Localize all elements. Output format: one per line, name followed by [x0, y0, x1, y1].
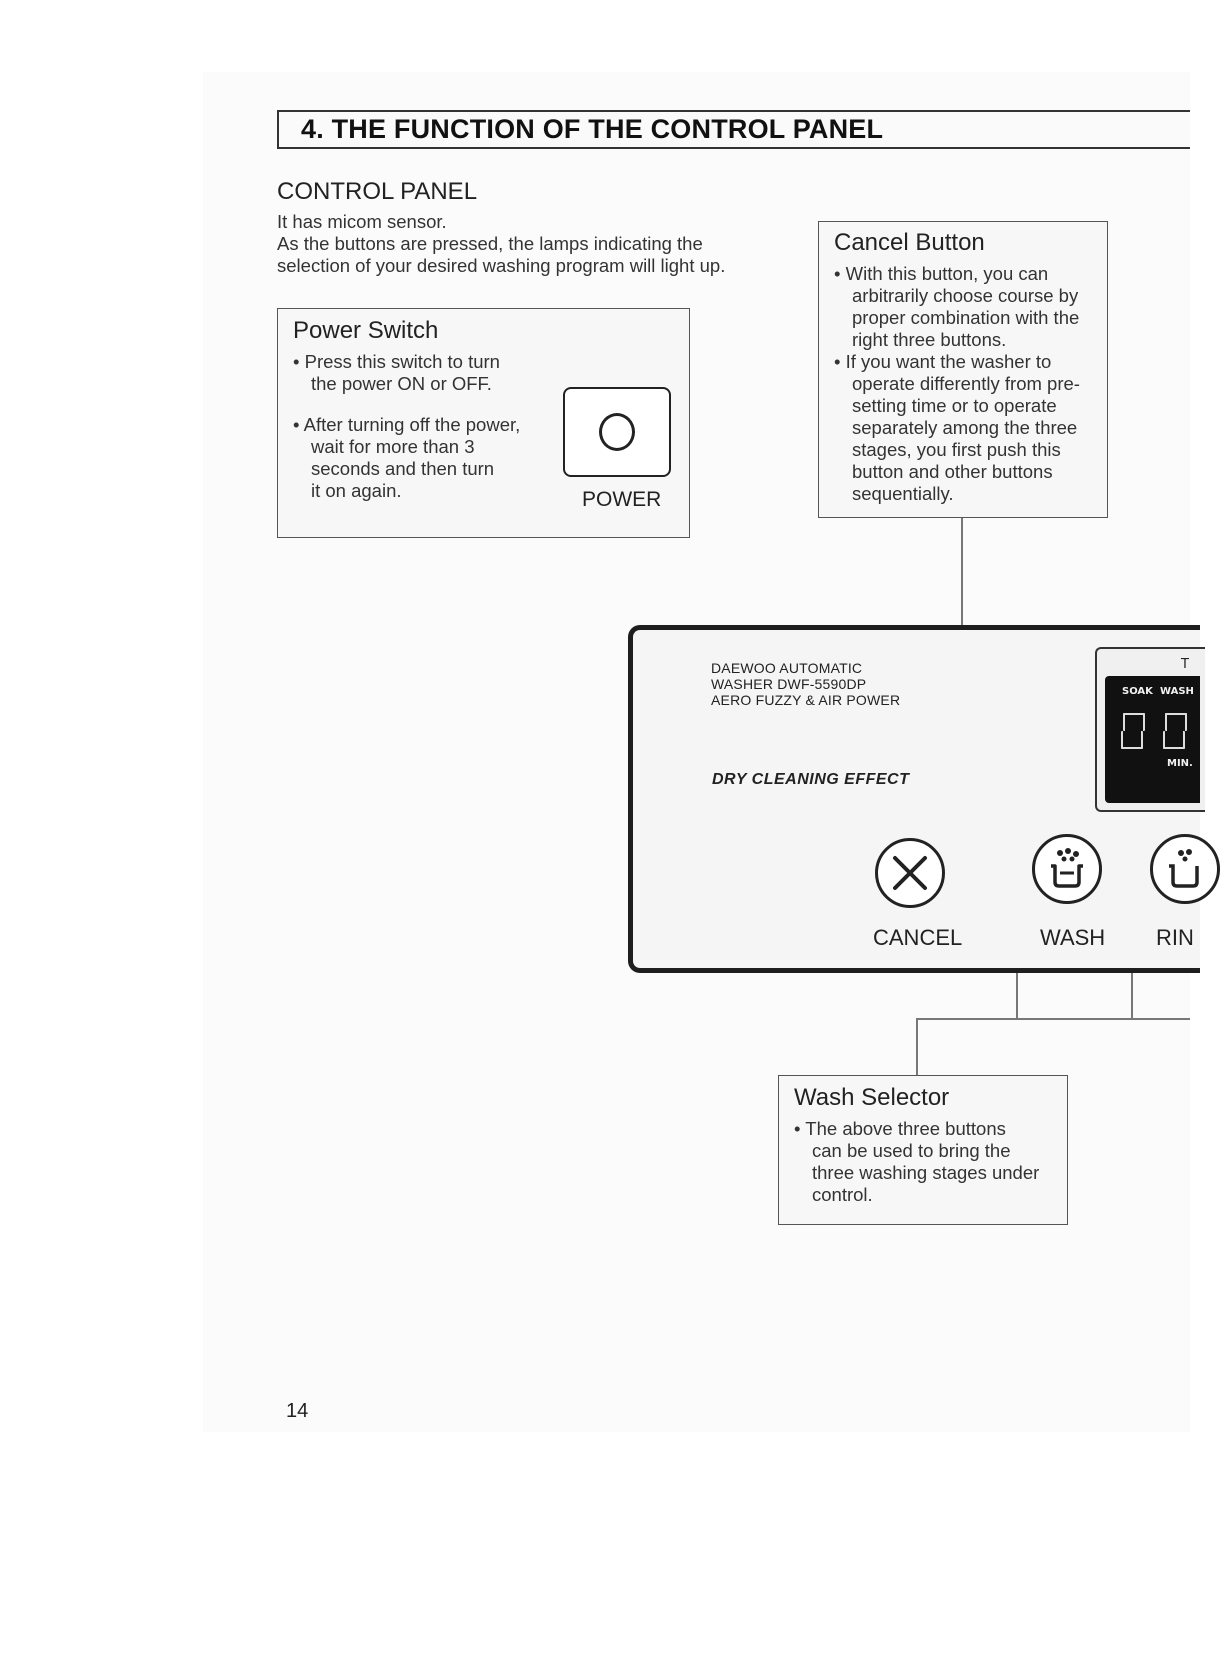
- x-circle-icon: [878, 841, 942, 905]
- power-bullet-1-line-2: the power ON or OFF.: [311, 373, 492, 394]
- power-button[interactable]: [563, 387, 671, 477]
- display-label-wash: WASH: [1160, 686, 1194, 697]
- intro-line-3: selection of your desired washing program will light up.: [277, 255, 726, 276]
- cancel-button[interactable]: [875, 838, 945, 908]
- selector-connector-drop: [916, 1018, 918, 1075]
- cancel-bullet-2-line-2: operate differently from pre-: [852, 373, 1080, 394]
- wash-button[interactable]: [1032, 834, 1102, 904]
- rinse-button[interactable]: [1150, 834, 1220, 904]
- cancel-bullet-2-line-6: button and other buttons: [852, 461, 1053, 482]
- brand-line-3: AERO FUZZY & AIR POWER: [711, 692, 901, 708]
- cancel-bullet-2-line-5: stages, you first push this: [852, 439, 1061, 460]
- cancel-button-label: CANCEL: [873, 925, 963, 950]
- power-bullet-2-line-2: wait for more than 3: [311, 436, 475, 457]
- dry-cleaning-slogan: DRY CLEANING EFFECT: [712, 771, 910, 788]
- wash-selector-title: Wash Selector: [794, 1084, 950, 1111]
- cancel-bullet-1-line-3: proper combination with the: [852, 307, 1080, 328]
- cancel-bullet-2-line-1: • If you want the washer to: [834, 351, 1052, 372]
- bullet-dot-icon: •: [834, 263, 846, 284]
- cancel-bullet-2-line-3: setting time or to operate: [852, 395, 1057, 416]
- display-top-letter: T: [1181, 657, 1189, 672]
- time-display: [1105, 676, 1200, 803]
- display-unit: MIN.: [1167, 758, 1193, 769]
- selector-bullet-line-1: • The above three buttons: [794, 1118, 1006, 1139]
- brand-line-2: WASHER DWF-5590DP: [711, 676, 867, 692]
- rinse-icon: [1153, 837, 1217, 901]
- cancel-bullet-2-line-4: separately among the three: [852, 417, 1078, 438]
- bullet-dot-icon: •: [293, 351, 305, 372]
- power-bullet-2-line-3: seconds and then turn: [311, 458, 495, 479]
- digit-2-bottom: [1163, 731, 1185, 749]
- power-button-label: POWER: [582, 488, 662, 511]
- digit-1-bottom: [1121, 731, 1143, 749]
- page-number: 14: [286, 1400, 309, 1422]
- display-label-soak: SOAK: [1122, 686, 1153, 697]
- selector-bullet-line-2: can be used to bring the: [812, 1140, 1011, 1161]
- bullet-dot-icon: •: [834, 351, 846, 372]
- digit-2-top: [1165, 713, 1187, 731]
- selector-bullet-line-3: three washing stages under: [812, 1162, 1040, 1183]
- power-switch-title: Power Switch: [293, 317, 439, 344]
- cancel-bullet-1-line-4: right three buttons.: [852, 329, 1007, 350]
- rinse-button-label: RIN: [1156, 925, 1194, 950]
- intro-line-1: It has micom sensor.: [277, 211, 447, 232]
- selector-connector-bar: [916, 1018, 1190, 1020]
- digit-1-top: [1123, 713, 1145, 731]
- section-title: 4. THE FUNCTION OF THE CONTROL PANEL: [277, 110, 1190, 149]
- bullet-dot-icon: •: [794, 1118, 806, 1139]
- power-ring-icon: [599, 413, 635, 451]
- power-bullet-2-line-4: it on again.: [311, 480, 402, 501]
- power-bullet-2-line-1: • After turning off the power,: [293, 414, 521, 435]
- cancel-button-title: Cancel Button: [834, 229, 985, 256]
- control-panel-heading: CONTROL PANEL: [277, 178, 478, 205]
- selector-bullet-line-4: control.: [812, 1184, 873, 1205]
- tub-bubbles-icon: [1035, 837, 1099, 901]
- cancel-bullet-2-line-7: sequentially.: [852, 483, 954, 504]
- cancel-bullet-1-line-1: • With this button, you can: [834, 263, 1049, 284]
- cancel-bullet-1-line-2: arbitrarily choose course by: [852, 285, 1079, 306]
- brand-line-1: DAEWOO AUTOMATIC: [711, 660, 863, 676]
- rinse-button-clip: [1150, 834, 1190, 910]
- power-bullet-1-line-1: • Press this switch to turn: [293, 351, 500, 372]
- bullet-dot-icon: •: [293, 414, 304, 435]
- intro-line-2: As the buttons are pressed, the lamps indicating the: [277, 233, 703, 254]
- wash-button-label: WASH: [1040, 925, 1106, 950]
